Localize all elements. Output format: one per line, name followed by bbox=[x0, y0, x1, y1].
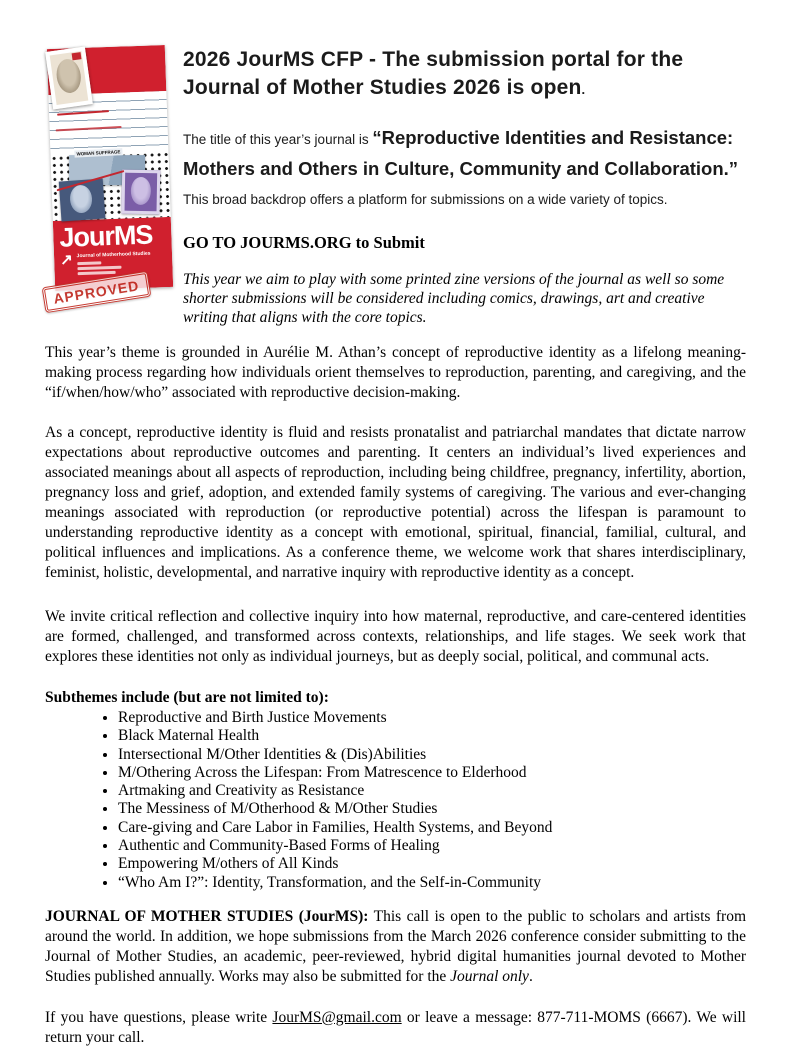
email-link[interactable]: JourMS@gmail.com bbox=[272, 1008, 402, 1026]
subtitle-rest: This broad backdrop offers a platform for submissions on a wide variety of topics. bbox=[183, 192, 668, 207]
zine-note: This year we aim to play with some printed zine versions of the journal as well so some shorter submissions will be considered including comics, drawings, art and creative writing that aligns with the core topics. bbox=[183, 271, 725, 326]
journal-only-italic: Journal only bbox=[450, 967, 529, 985]
jourms-wordmark: JourMS bbox=[58, 219, 153, 253]
journal-lead-in: JOURNAL OF MOTHER STUDIES (JourMS): bbox=[45, 907, 369, 925]
red-handwriting-mark bbox=[57, 110, 109, 116]
subtheme-item: • M/Othering Across the Lifespan: From Matrescence to Elderhood bbox=[118, 764, 746, 782]
stamp-portrait-face bbox=[54, 58, 82, 95]
subtheme-item: • Empowering M/others of All Kinds bbox=[118, 855, 746, 873]
stamp-portrait-face bbox=[69, 184, 93, 213]
subtheme-item: • Authentic and Community-Based Forms of Healing bbox=[118, 837, 746, 855]
page-title bbox=[183, 46, 746, 104]
subtitle-prefix: The title of this year’s journal is bbox=[183, 132, 373, 147]
journal-theme-title: “Reproductive Identities and Resistance: Mothers and Others in Culture, Community and Collaboration.” bbox=[183, 127, 739, 179]
approved-stamp: APPROVED bbox=[42, 271, 151, 313]
body-copy bbox=[45, 343, 746, 1048]
cover-fine-print-line bbox=[77, 271, 115, 275]
cover-fine-print-line bbox=[77, 266, 121, 271]
title-period: . bbox=[581, 82, 586, 97]
cover-stamp-collage bbox=[51, 151, 171, 221]
cover-fine-print-line bbox=[77, 261, 101, 265]
contact-prefix: If you have questions, please write bbox=[45, 1008, 273, 1026]
contact-suffix: or leave a message: 877-711-MOMS (6667). We will return your call. bbox=[45, 1008, 746, 1046]
journal-cover-image bbox=[45, 45, 175, 307]
subtheme-item: • Intersectional M/Other Identities & (Dis)Abilities bbox=[118, 746, 746, 764]
red-handwriting-mark bbox=[56, 126, 122, 131]
stamp-portrait-face bbox=[131, 177, 151, 205]
paragraph-theme: This year’s theme is grounded in Aurélie M. Athan’s concept of reproductive identity as a lifelong meaning-making process regarding how individuals orient themselves to reproduction, parenting, and caregiving, and the “if/when/how/who” associated with reproductive decision-making. bbox=[45, 344, 746, 401]
subtheme-item: • Care-giving and Care Labor in Families, Health Systems, and Beyond bbox=[118, 819, 746, 837]
journal-info-text: This call is open to the public to scholars and artists from around the world. In addition, we hope submissions from the March 2026 conference consider submitting to the Journal of Mother Studies, an academic, peer-reviewed, hybrid digital humanities journal devoted to Mother Studies published annually. Works may also be submitted for the bbox=[45, 907, 746, 985]
paragraph-concept: As a concept, reproductive identity is fluid and resists pronatalist and patriarchal mandates that dictate narrow expectations about reproductive outcomes and parenting. It centers an individual’s lived experiences and associated meanings about all aspects of reproduction, including being childfree, pregnancy, infertility, abortion, pregnancy loss and grief, adoption, and extended family systems of caregiving. The various and ever-changing meanings associated with reproduction (or reproductive potential) across the lifespan is paramount to understanding reproductive identity as a concept with emotional, spiritual, financial, familial, cultural, and political influences and implications. As a conference theme, we welcome work that shares interdisciplinary, feminist, holistic, developmental, and narrative inquiry with reproductive identity as a concept. bbox=[45, 424, 746, 581]
journal-info-period: . bbox=[528, 967, 533, 985]
subthemes-list bbox=[45, 709, 746, 892]
title-text: 2026 JourMS CFP - The submission portal for the Journal of Mother Studies 2026 is open bbox=[183, 48, 684, 99]
subtheme-item: • Artmaking and Creativity as Resistance bbox=[118, 782, 746, 800]
journal-title-line bbox=[183, 123, 746, 214]
subtheme-item: • The Messiness of M/Otherhood & M/Other Studies bbox=[118, 800, 746, 818]
paragraph-journal-info bbox=[45, 907, 746, 987]
arrow-up-right-icon: ↗ bbox=[59, 252, 74, 269]
header-text-block bbox=[183, 45, 746, 327]
navy-portrait-stamp bbox=[59, 179, 106, 222]
subtheme-item: • Black Maternal Health bbox=[118, 727, 746, 745]
cover-journal-subtitle: Journal of Motherhood Studies bbox=[76, 250, 151, 260]
stamp-red-corner bbox=[72, 52, 82, 60]
subtheme-item: • Reproductive and Birth Justice Movements bbox=[118, 709, 746, 727]
subthemes-heading: Subthemes include (but are not limited to): bbox=[45, 689, 329, 706]
woman-suffrage-label: WOMAN SUFFRAGE bbox=[74, 148, 122, 158]
vintage-portrait-stamp bbox=[45, 46, 93, 109]
contact-paragraph bbox=[45, 1008, 746, 1048]
submit-instruction: GO TO JOURMS.ORG to Submit bbox=[183, 233, 425, 252]
purple-portrait-stamp bbox=[121, 170, 160, 215]
subtheme-item: • “Who Am I?”: Identity, Transformation, and the Self-in-Community bbox=[118, 874, 746, 892]
paragraph-invite: We invite critical reflection and collective inquiry into how maternal, reproductive, and care-centered identities are formed, challenged, and transformed across contexts, relationships, and life stages. We seek work that explores these identities not only as individual journeys, but as deeply social, political, and communal acts. bbox=[45, 608, 746, 665]
header-section bbox=[45, 45, 746, 327]
